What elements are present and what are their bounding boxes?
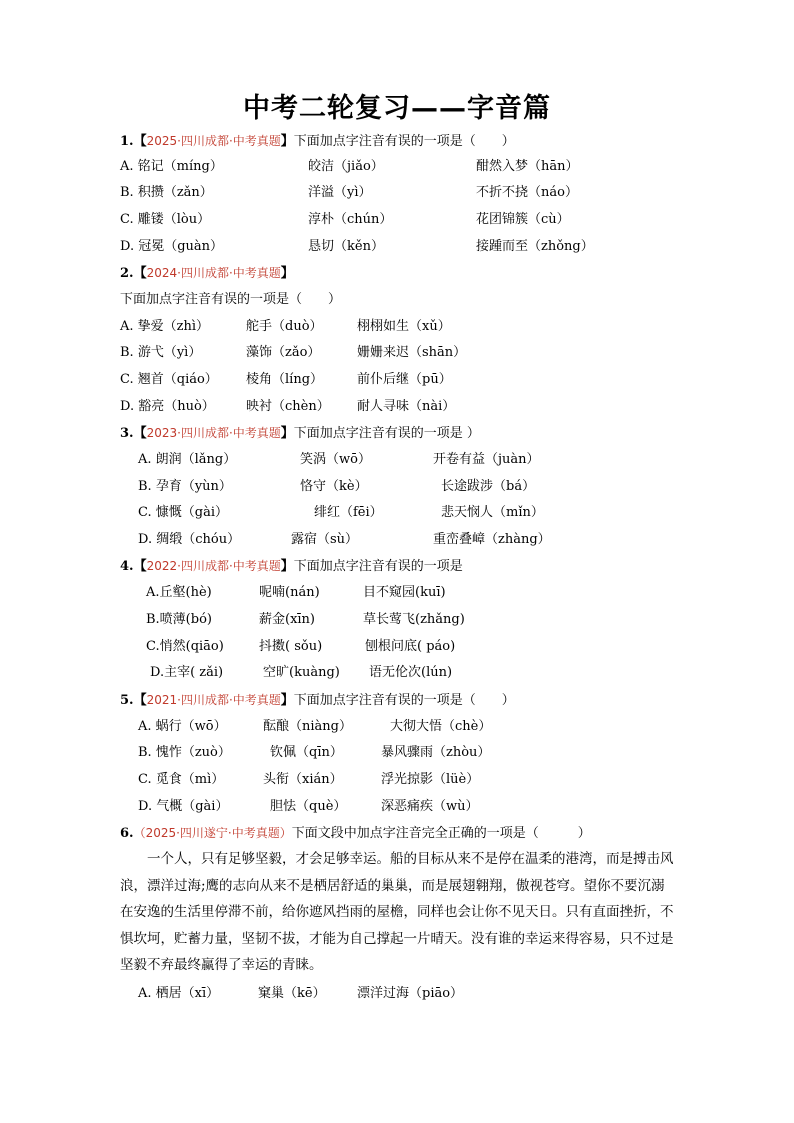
option-text: 淳朴（chún） [308,212,393,227]
question-number: 3. [120,426,134,441]
option-text: 接踵而至（zhǒng） [476,239,594,254]
option-text: A. 铭记（míng） [120,159,223,174]
reading-passage: 一个人，只有足够坚毅，才会足够幸运。船的目标从来不是停在温柔的港湾，而是搏击风浪，漂洋过海;鹰的志向从来不是栖居舒适的巢巢，而是展翅翱翔，傲视苍穹。望你不要沉溺在安逸的生活里停滞不前，给你遮风挡雨的屋檐，同样也会让你不见天日。只有直面挫折，不惧坎坷，贮蓄力量，坚韧不拔，才能为自己撑起一片晴天。没有谁的幸运来得容易，只不过是坚毅不弃最终赢得了幸运的青睐。 [120,851,674,973]
question-number: 4. [120,559,134,574]
option-text: D. 绸缎（chóu） [138,532,241,547]
option-text: D. 冠冕（guàn） [120,239,224,254]
option-text: A.丘壑(hè) [146,585,212,600]
option-text: B. 游弋（yì） [120,345,202,360]
option-text: D.主宰( zǎi) [150,665,224,680]
option-text: C. 翘首（qiáo） [120,372,218,387]
option-text: 恪守（kè） [300,479,368,494]
question-stem: 下面加点字注音有误的一项是（ ） [293,134,515,149]
option-text: 语无伦次(lún) [369,665,453,680]
question-stem: 下面加点字注音有误的一项是（ ） [293,693,515,708]
option-text: A. 栖居（xī） [138,986,220,1001]
option-text: 棱角（líng） [246,372,324,387]
option-text: 洋溢（yì） [308,185,372,200]
option-text: 头衔（xián） [263,772,343,787]
option-text: B. 愧怍（zuò） [138,745,231,760]
option-text: 呢喃(nán) [259,585,320,600]
option-text: 长途跋涉（bá） [441,479,536,494]
option-text: C. 慷慨（gài） [138,505,228,520]
option-text: C. 雕镂（lòu） [120,212,211,227]
option-text: 胆怯（què） [270,799,347,814]
option-text: 恳切（kěn） [308,239,384,254]
option-text: 暴风骤雨（zhòu） [381,745,491,760]
question-source: 2025·四川成都·中考真题 [146,134,281,148]
question-stem: 下面加点字注音有误的一项是 ） [293,426,480,441]
question-source: 2024·四川成都·中考真题 [146,266,281,280]
option-text: 皎洁（jiǎo） [308,159,384,174]
question-4-header: 4.【2022·四川成都·中考真题】下面加点字注音有误的一项是 [120,559,463,574]
page-title: 中考二轮复习——字音篇 [243,93,551,124]
option-text: A. 朗润（lǎng） [138,452,237,467]
option-text: 悲天悯人（mǐn） [441,505,544,520]
question-number: 1. [120,134,134,149]
option-text: B. 孕育（yùn） [138,479,232,494]
option-text: 绯红（fēi） [314,505,383,520]
option-text: 舵手（duò） [246,319,323,334]
option-text: 窠巢（kē） [258,986,326,1001]
option-text: A. 挚爱（zhì） [120,319,210,334]
option-text: 目不窥园(kuī) [363,585,446,600]
option-text: 前仆后继（pū） [357,372,452,387]
option-text: 浮光掠影（lüè） [381,772,480,787]
question-stem: 下面加点字注音有误的一项是（ ） [120,292,342,307]
question-number: 6. [120,826,134,841]
question-5-header: 5.【2021·四川成都·中考真题】下面加点字注音有误的一项是（ ） [120,693,515,708]
question-source: 2021·四川成都·中考真题 [146,693,281,707]
option-text: D. 豁亮（huò） [120,399,215,414]
option-text: 深恶痛疾（wù） [381,799,479,814]
option-text: 栩栩如生（xǔ） [357,319,451,334]
option-text: 姗姗来迟（shān） [357,345,467,360]
option-text: 藻饰（zǎo） [246,345,321,360]
question-number: 2. [120,266,134,281]
question-source: （2025·四川遂宁·中考真题） [133,826,292,840]
question-3-header: 3.【2023·四川成都·中考真题】下面加点字注音有误的一项是 ） [120,426,480,441]
option-text: 开卷有益（juàn） [433,452,540,467]
option-text: B.喷薄(bó) [146,612,212,627]
option-text: 钦佩（qīn） [270,745,343,760]
question-stem: 下面文段中加点字注音完全正确的一项是（ ） [291,826,591,841]
option-text: 空旷(kuàng) [263,665,340,680]
option-text: 酝酿（niàng） [263,719,352,734]
option-text: 不折不挠（náo） [476,185,578,200]
option-text: 刨根问底( páo) [365,639,456,654]
option-text: 花团锦簇（cù） [476,212,570,227]
option-text: C. 觅食（mì） [138,772,225,787]
option-text: 重峦叠嶂（zhàng） [433,532,551,547]
question-source: 2022·四川成都·中考真题 [146,559,281,573]
option-text: 映衬（chèn） [246,399,330,414]
question-stem: 下面加点字注音有误的一项是 [293,559,463,574]
option-text: 耐人寻味（nài） [357,399,456,414]
option-text: D. 气概（gài） [138,799,229,814]
option-text: 抖擞( sǒu) [259,639,323,654]
option-text: 草长莺飞(zhǎng) [363,612,465,627]
option-text: A. 蜗行（wō） [138,719,227,734]
option-text: B. 积攒（zǎn） [120,185,213,200]
question-source: 2023·四川成都·中考真题 [146,426,281,440]
option-text: 漂洋过海（piāo） [357,986,464,1001]
question-1-header: 1.【2025·四川成都·中考真题】下面加点字注音有误的一项是（ ） [120,134,515,149]
option-text: 笑涡（wō） [300,452,371,467]
option-text: 薪金(xīn) [259,612,316,627]
option-text: 大彻大悟（chè） [390,719,492,734]
question-6-header [120,824,591,843]
question-2-header: 2.【2024·四川成都·中考真题】 [120,266,294,281]
option-text: C.悄然(qiāo) [146,639,224,654]
option-text: 酣然入梦（hān） [476,159,579,174]
option-text: 露宿（sù） [291,532,359,547]
question-number: 5. [120,693,134,708]
